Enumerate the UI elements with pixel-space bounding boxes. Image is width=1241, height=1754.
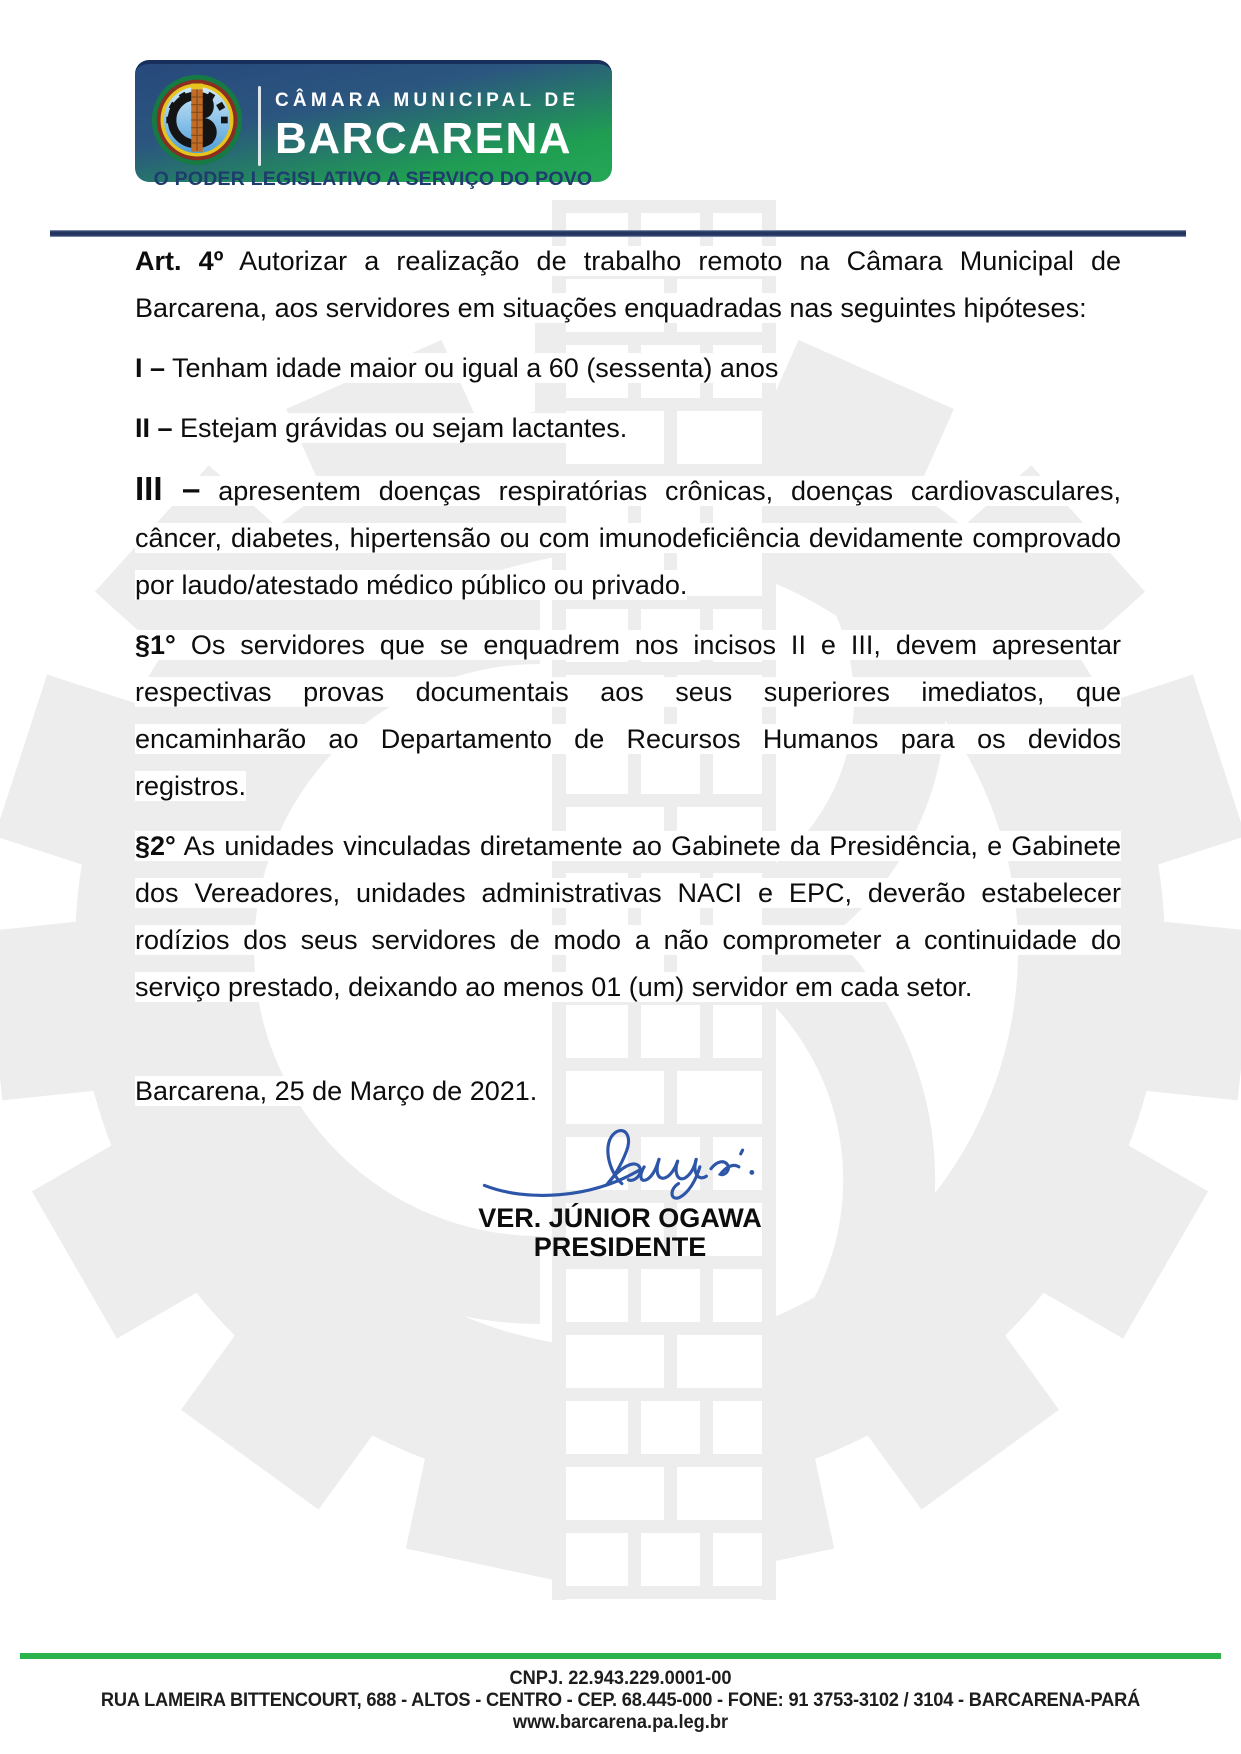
paragraph-item-ii [135, 405, 1121, 452]
art4-text: Autorizar a realização de trabalho remoto na Câmara Municipal de Barcarena, aos servidores em situações enquadradas nas seguintes hipóteses: [135, 246, 1121, 323]
footer [25, 1668, 1216, 1734]
paragraph-1-text: Os servidores que se enquadrem nos incisos II e III, devem apresentar respectivas provas documentais aos seus superiores imediatos, que encaminharão ao Departamento de Recursos Humanos para os devidos registros. [135, 630, 1121, 801]
document-body [135, 238, 1121, 1128]
item-i-text: Tenham idade maior ou igual a 60 (sessenta) anos [165, 353, 779, 383]
item-i-label: I – [135, 353, 166, 383]
paragraph-1-label: §1° [135, 630, 176, 660]
paragraph-item-iii [135, 465, 1121, 609]
logo-badge [135, 60, 612, 182]
footer-address: RUA LAMEIRA BITTENCOURT, 688 - ALTOS - CENTRO - CEP. 68.445-000 - FONE: 91 3753-3102 / 3104 - BARCARENA-PARÁ [100, 1690, 1141, 1711]
header-divider [50, 230, 1186, 237]
signature-block [380, 1126, 860, 1262]
paragraph-2-text: As unidades vinculadas diretamente ao Gabinete da Presidência, e Gabinete dos Vereadores, unidades administrativas NACI e EPC, deverão estabelecer rodízios dos seus servidores de modo a não comprometer a continuidade do serviço prestado, deixando ao menos 01 (um) servidor em cada setor. [135, 831, 1121, 1002]
paragraph-item-i [135, 345, 1121, 392]
paragraph-1 [135, 622, 1121, 810]
org-name: BARCARENA [275, 114, 573, 163]
signer-name: VER. JÚNIOR OGAWA [478, 1203, 762, 1233]
signer-title: PRESIDENTE [533, 1232, 707, 1262]
org-line1: CÂMARA MUNICIPAL DE [275, 90, 580, 111]
item-ii-text: Estejam grávidas ou sejam lactantes. [172, 413, 628, 443]
handwritten-signature-icon [470, 1126, 770, 1204]
date-line: Barcarena, 25 de Março de 2021. [135, 1076, 538, 1106]
paragraph-art4 [135, 238, 1121, 332]
footer-website: www.barcarena.pa.leg.br [512, 1712, 729, 1733]
paragraph-2 [135, 823, 1121, 1011]
item-iii-label: III – [135, 470, 201, 507]
municipal-emblem-icon [149, 72, 245, 168]
org-tagline: O PODER LEGISLATIVO A SERVIÇO DO POVO [153, 168, 593, 190]
badge-separator [258, 86, 261, 166]
footer-cnpj: CNPJ. 22.943.229.0001-00 [509, 1668, 732, 1689]
paragraph-2-label: §2° [135, 831, 176, 861]
item-ii-label: II – [135, 413, 173, 443]
footer-divider [20, 1653, 1221, 1659]
item-iii-text: apresentem doenças respiratórias crônicas, doenças cardiovasculares, câncer, diabetes, hipertensão ou com imunodeficiência devidamente comprovado por laudo/atestado médico público ou privado. [135, 476, 1121, 600]
art4-label: Art. 4º [135, 246, 224, 276]
